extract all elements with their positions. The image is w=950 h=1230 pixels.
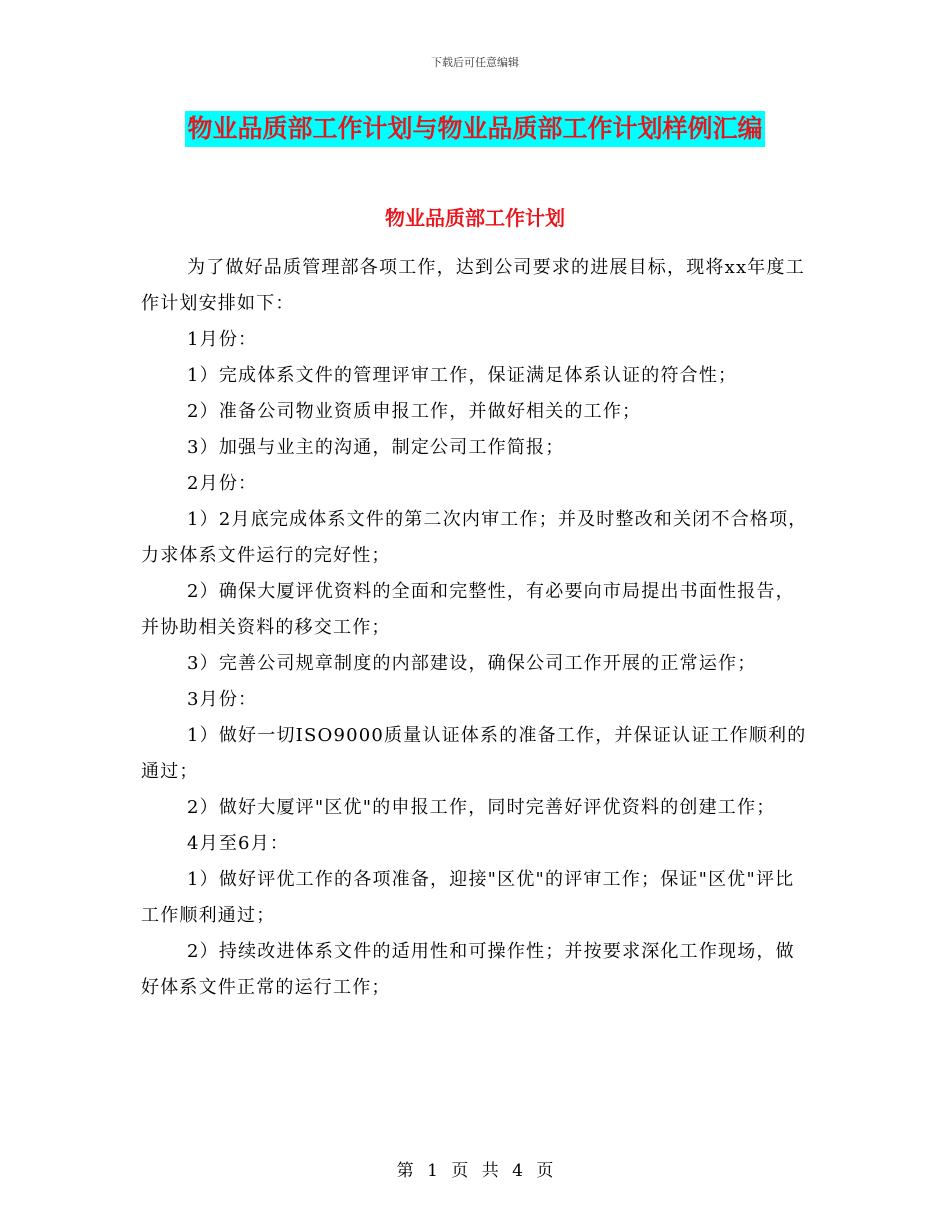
paragraph: 2）做好大厦评"区优"的申报工作，同时完善好评优资料的创建工作； xyxy=(187,797,776,818)
paragraph: 1）2月底完成体系文件的第二次内审工作；并及时整改和关闭不合格项，力求体系文件运行的完好性； xyxy=(141,509,808,566)
document-title-container xyxy=(0,111,950,147)
document-title: 物业品质部工作计划与物业品质部工作计划样例汇编 xyxy=(185,111,764,147)
paragraph: 为了做好品质管理部各项工作，达到公司要求的进展目标，现将xx年度工作计划安排如下： xyxy=(141,257,805,314)
paragraph: 1）做好一切ISO9000质量认证体系的准备工作，并保证认证工作顺利的通过； xyxy=(141,725,807,782)
paragraph: 2）确保大厦评优资料的全面和完整性，有必要向市局提出书面性报告，并协助相关资料的移交工作； xyxy=(141,581,795,638)
paragraph: 3）加强与业主的沟通，制定公司工作简报； xyxy=(187,437,565,458)
paragraph: 3月份： xyxy=(187,689,258,710)
paragraph: 2月份： xyxy=(187,473,258,494)
paragraph: 1）完成体系文件的管理评审工作，保证满足体系认证的符合性； xyxy=(187,365,738,386)
paragraph: 1月份： xyxy=(187,329,258,350)
paragraph: 1）做好评优工作的各项准备，迎接"区优"的评审工作；保证"区优"评比工作顺利通过； xyxy=(141,869,795,926)
paragraph: 3）完善公司规章制度的内部建设，确保公司工作开展的正常运作； xyxy=(187,653,757,674)
page-number-footer: 第 1 页 共 4 页 xyxy=(396,1161,554,1181)
section-title: 物业品质部工作计划 xyxy=(385,206,565,230)
paragraph: 4月至6月： xyxy=(187,833,290,854)
page-header-note: 下载后可任意编辑 xyxy=(431,56,519,69)
document-body xyxy=(141,250,813,1006)
paragraph: 2）持续改进体系文件的适用性和可操作性；并按要求深化工作现场，做好体系文件正常的运行工作； xyxy=(141,941,795,998)
paragraph: 2）准备公司物业资质申报工作，并做好相关的工作； xyxy=(187,401,642,422)
